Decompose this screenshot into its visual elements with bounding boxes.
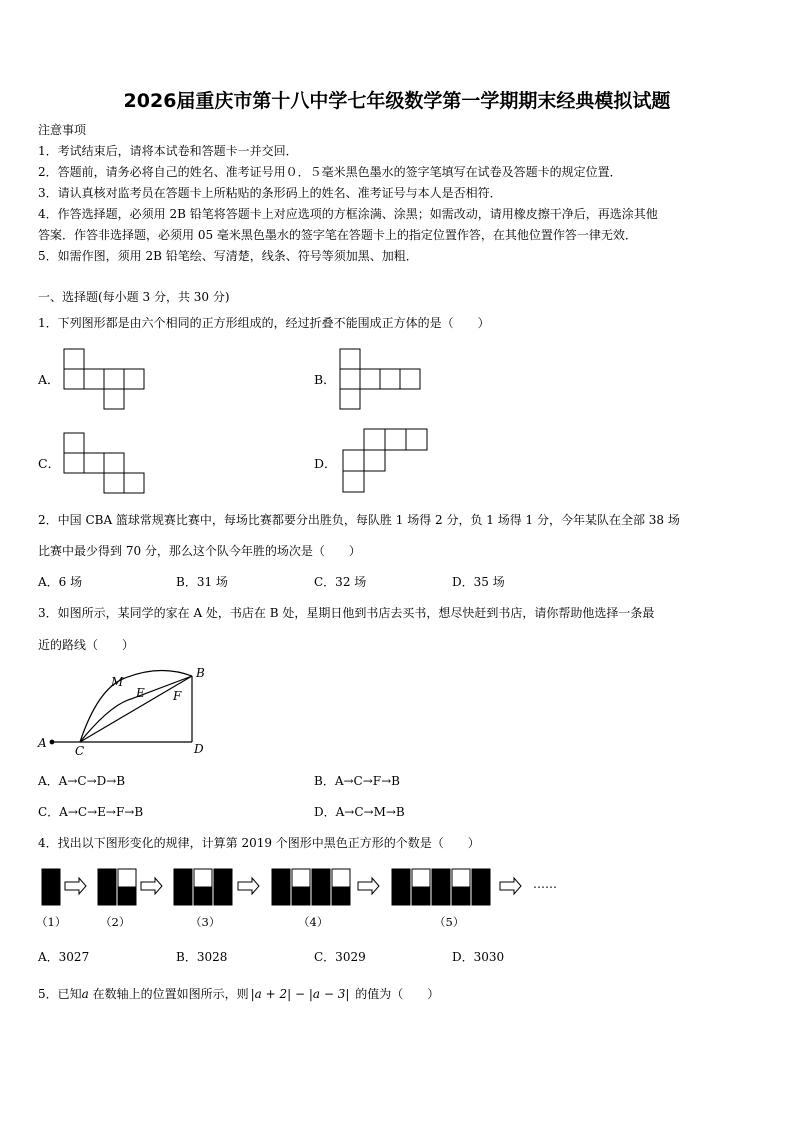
- notice-item-4: 4．作答选择题，必须用 2B 铅笔将答题卡上对应选项的方框涂满、涂黑；如需改动，请用橡皮擦干净后，再选涂其他: [38, 207, 658, 221]
- q5-stem-before: 5．已知: [38, 987, 82, 1001]
- q3-option-c: C．A→C→E→F→B: [38, 805, 144, 819]
- q4-ellipsis: ……: [533, 877, 557, 891]
- notice-item-2: 2．答题前，请务必将自己的姓名、准考证号用０．５毫米黑色墨水的签字笔填写在试卷及答题卡的规定位置．: [38, 165, 622, 179]
- q1-net-c: [60, 429, 152, 495]
- pattern-figure-3: [174, 869, 232, 905]
- q4-option-b: B．3028: [176, 950, 228, 964]
- q1-stem: 1．下列图形都是由六个相同的正方形组成的，经过折叠不能围成正方体的是（ ）: [38, 316, 490, 330]
- point-d-label: D: [194, 742, 204, 756]
- q4-caption-1: （1）: [36, 915, 67, 929]
- q2-option-d: D．35 场: [452, 575, 505, 589]
- q2-option-a: A．6 场: [38, 575, 83, 589]
- notice-heading: 注意事项: [38, 123, 87, 137]
- q2-option-b: B．31 场: [176, 575, 228, 589]
- q3-option-a: A．A→C→D→B: [38, 774, 126, 788]
- q5-variable: a: [81, 987, 89, 1001]
- notice-item-1: 1．考试结束后，请将本试卷和答题卡一并交回．: [38, 144, 298, 158]
- pattern-figure-4: [272, 869, 350, 905]
- point-b-label: B: [196, 666, 205, 680]
- point-c-label: C: [75, 744, 85, 758]
- q4-caption-3: （3）: [190, 915, 221, 929]
- q1-option-b-label: B．: [314, 372, 336, 387]
- q4-caption-2: （2）: [100, 915, 131, 929]
- q4-option-a: A．3027: [38, 950, 90, 964]
- page-title: 2026届重庆市第十八中学七年级数学第一学期期末经典模拟试题: [123, 90, 671, 112]
- point-e-label: E: [136, 686, 145, 700]
- pattern-figure-1: [42, 869, 60, 905]
- q2-stem-line1: 2．中国 CBA 篮球常规赛比赛中，每场比赛都要分出胜负，每队胜 1 场得 2 分，负 1 场得 1 分，今年某队在全部 38 场: [38, 513, 680, 527]
- q4-option-c: C．3029: [314, 950, 366, 964]
- q1-option-d-label: D．: [314, 456, 337, 471]
- q5-stem-after: 的值为（ ）: [351, 987, 440, 1001]
- section-heading: 一、选择题(每小题 3 分，共 30 分): [38, 290, 230, 304]
- q4-caption-4: （4）: [298, 915, 329, 929]
- q4-caption-5: （5）: [434, 915, 465, 929]
- q4-option-d: D．3030: [452, 950, 505, 964]
- q3-stem-line1: 3．如图所示，某同学的家在 A 处，书店在 B 处，星期日他到书店去买书，想尽快赶到书店，请你帮助他选择一条最: [38, 606, 655, 620]
- q1-option-c-label: C．: [38, 456, 61, 471]
- notice-item-4-cont: 答案．作答非选择题，必须用 05 毫米黑色墨水的签字笔在答题卡上的指定位置作答，在其他位置作答一律无效．: [38, 228, 637, 242]
- q5-expression: |a + 2| − |a − 3|: [250, 987, 350, 1001]
- pattern-figure-5: [392, 869, 490, 905]
- q3-stem-line2: 近的路线（ ）: [38, 638, 135, 652]
- q1-net-a: [60, 345, 150, 411]
- notice-item-3: 3．请认真核对监考员在答题卡上所粘贴的条形码上的姓名、准考证号与本人是否相符．: [38, 186, 502, 200]
- q3-option-d: D．A→C→M→B: [314, 805, 405, 819]
- q5-stem: [38, 985, 439, 1002]
- point-f-label: F: [173, 689, 182, 703]
- q2-stem-line2: 比赛中最少得到 70 分，那么这个队今年胜的场次是（ ）: [38, 544, 361, 558]
- q3-route-diagram: [30, 660, 220, 760]
- q1-net-d: [338, 425, 432, 495]
- q5-stem-middle: 在数轴上的位置如图所示，则: [88, 987, 249, 1001]
- notice-item-5: 5．如需作图，须用 2B 铅笔绘、写清楚，线条、符号等须加黑、加粗．: [38, 249, 418, 263]
- point-m-label: M: [111, 675, 124, 689]
- q3-option-b: B．A→C→F→B: [314, 774, 400, 788]
- point-a-label: A: [38, 736, 47, 750]
- q4-pattern-sequence: [38, 865, 568, 911]
- q1-net-b: [336, 345, 426, 411]
- q2-option-c: C．32 场: [314, 575, 367, 589]
- q4-stem: 4．找出以下图形变化的规律，计算第 2019 个图形中黑色正方形的个数是（ ）: [38, 836, 480, 850]
- pattern-figure-2: [98, 869, 136, 905]
- q1-option-a-label: A．: [38, 372, 60, 387]
